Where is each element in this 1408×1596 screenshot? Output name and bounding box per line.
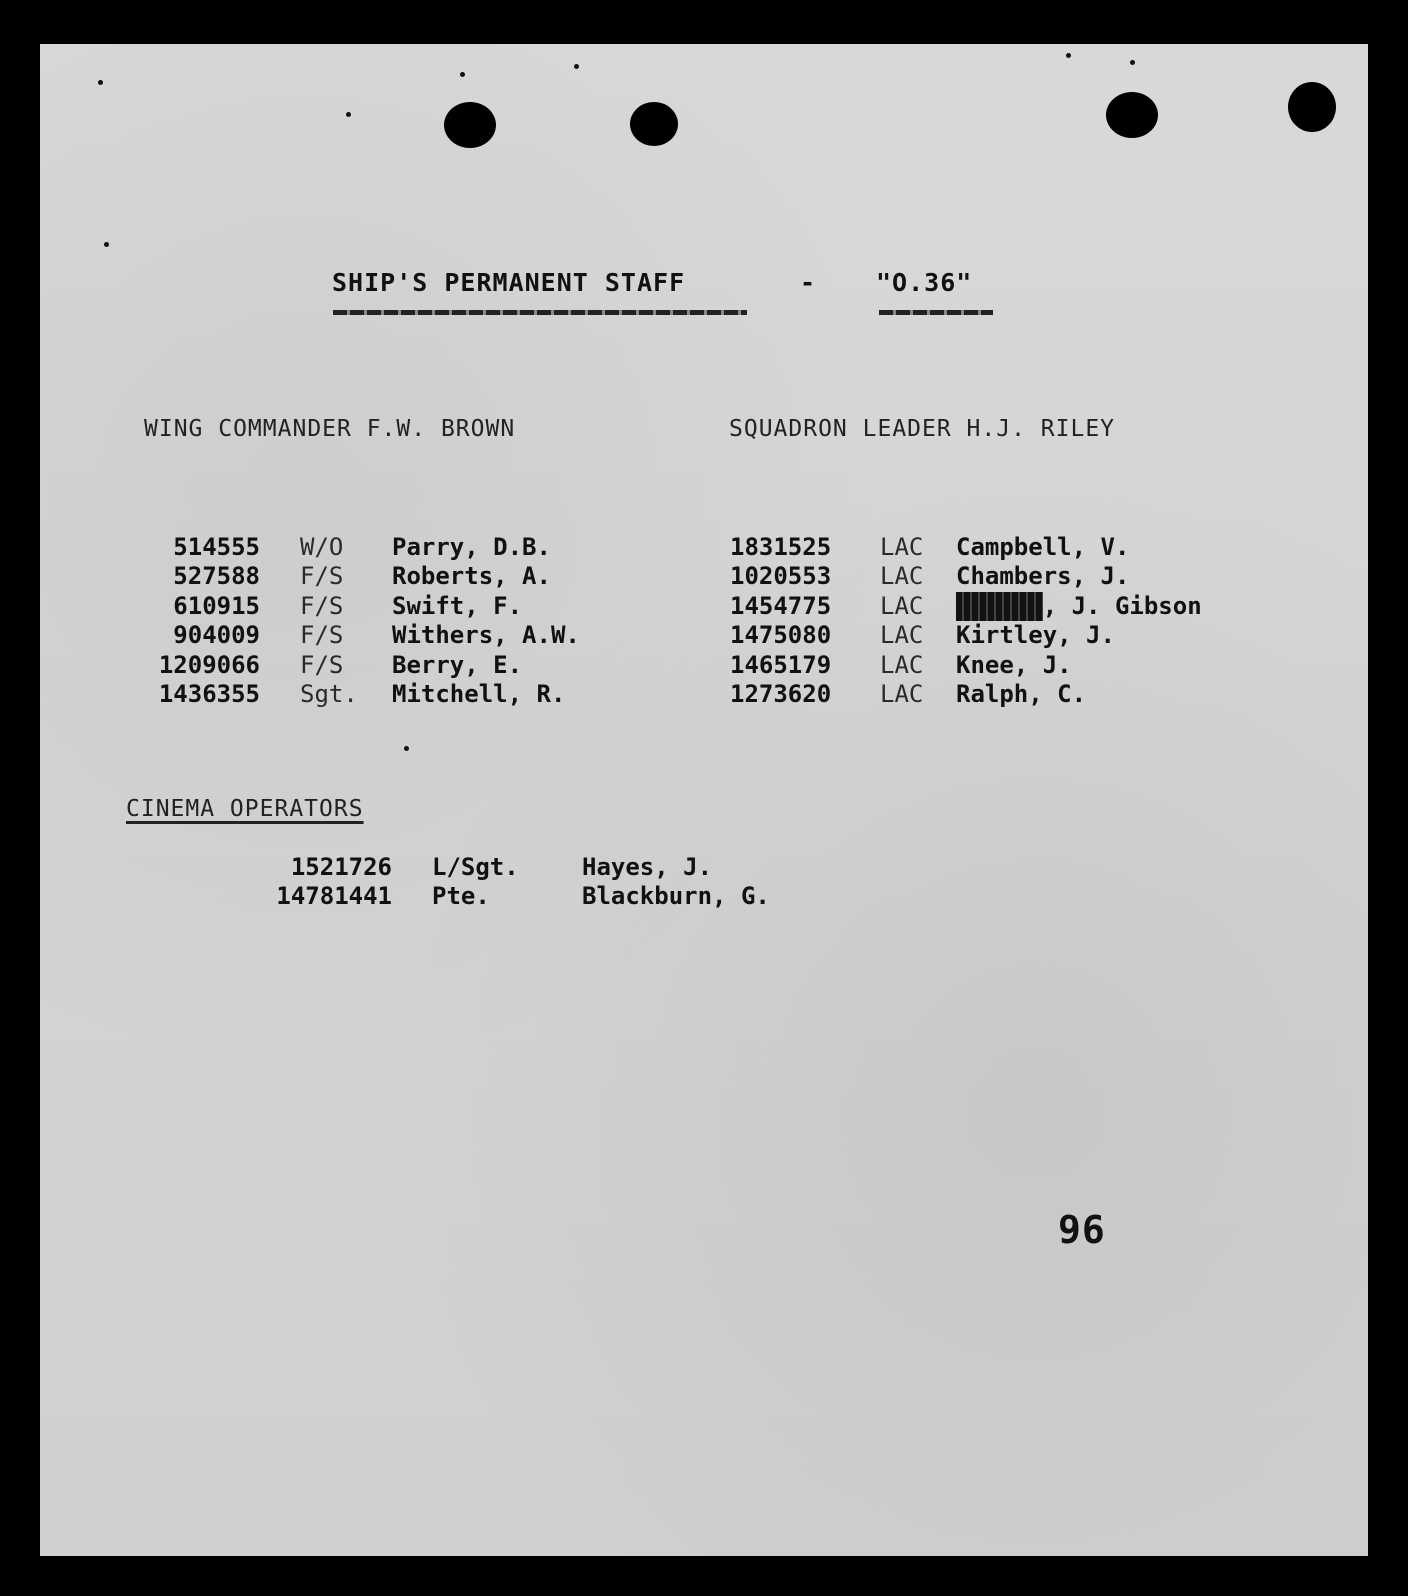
- roster-row: [118, 651, 580, 680]
- roster-row: [730, 562, 1202, 591]
- struck-out-name: [956, 592, 1043, 621]
- punch-hole: [630, 102, 678, 146]
- service-number: 1436355: [158, 679, 260, 708]
- service-number: 14781441: [276, 882, 392, 911]
- roster-row: [118, 680, 580, 709]
- rank: L/Sgt.: [432, 853, 519, 881]
- rank: Sgt.: [300, 679, 358, 708]
- rank: F/S: [300, 650, 344, 679]
- service-number: 1831525: [730, 533, 832, 561]
- service-number: 904009: [173, 621, 260, 650]
- service-number: 1273620: [730, 679, 832, 708]
- punch-hole: [444, 102, 496, 148]
- person-name: Parry, D.B.: [392, 533, 551, 561]
- rank: LAC: [880, 533, 924, 561]
- punch-hole: [1288, 82, 1336, 132]
- paper-speck: [104, 242, 109, 247]
- service-number: 1020553: [730, 562, 832, 591]
- rank: LAC: [880, 591, 924, 620]
- document-code: "O.36": [876, 268, 973, 297]
- paper-speck: [460, 72, 465, 77]
- paper-speck: [574, 64, 579, 69]
- paper-speck: [1130, 60, 1135, 65]
- roster-row: [118, 533, 580, 562]
- commander-right: SQUADRON LEADER H.J. RILEY: [729, 416, 1116, 442]
- page-title: SHIP'S PERMANENT STAFF: [332, 268, 686, 297]
- commander-left: WING COMMANDER F.W. BROWN: [144, 416, 516, 442]
- rank: W/O: [300, 533, 344, 561]
- rank: LAC: [880, 650, 924, 679]
- roster-row: [730, 651, 1202, 680]
- service-number: 1465179: [730, 650, 832, 679]
- service-number: 610915: [173, 591, 260, 620]
- person-name: , J. Gibson: [1042, 591, 1202, 620]
- rank: Pte.: [432, 882, 490, 911]
- rank: F/S: [300, 621, 344, 650]
- paper-speck: [346, 112, 351, 117]
- roster-row: [730, 621, 1202, 650]
- person-name: Campbell, V.: [956, 533, 1130, 561]
- paper-speck: [98, 80, 103, 85]
- paper-speck: [1066, 53, 1071, 58]
- service-number: 1475080: [730, 621, 832, 650]
- service-number: 1454775: [730, 591, 832, 620]
- roster-row: [730, 592, 1202, 621]
- service-number: 514555: [173, 533, 260, 561]
- rank: LAC: [880, 679, 924, 708]
- left-roster: [118, 533, 580, 709]
- roster-row: [230, 853, 770, 882]
- title-dash: -: [800, 268, 817, 297]
- page-number: 96: [1058, 1208, 1106, 1252]
- person-name: Mitchell, R.: [392, 679, 566, 708]
- roster-row: [730, 680, 1202, 709]
- rank: F/S: [300, 591, 344, 620]
- cinema-roster: [230, 853, 770, 912]
- paper-speck: [404, 746, 409, 751]
- person-name: Kirtley, J.: [956, 621, 1115, 650]
- person-name: Hayes, J.: [582, 853, 713, 881]
- person-name: Withers, A.W.: [392, 621, 580, 650]
- rank: LAC: [880, 621, 924, 650]
- person-name: Chambers, J.: [956, 562, 1130, 591]
- title-underline: [333, 310, 747, 315]
- service-number: 1209066: [158, 650, 260, 679]
- roster-row: [230, 882, 770, 911]
- right-roster: [730, 533, 1202, 709]
- code-underline: [879, 310, 993, 315]
- roster-row: [118, 562, 580, 591]
- service-number: 1521726: [290, 853, 392, 881]
- person-name: Berry, E.: [392, 650, 523, 679]
- rank: F/S: [300, 562, 344, 591]
- section-heading-cinema-operators: CINEMA OPERATORS: [126, 796, 364, 822]
- service-number: 527588: [173, 562, 260, 591]
- roster-row: [730, 533, 1202, 562]
- roster-row: [118, 592, 580, 621]
- punch-hole: [1106, 92, 1158, 138]
- rank: LAC: [880, 562, 924, 591]
- person-name: Ralph, C.: [956, 679, 1087, 708]
- person-name: Knee, J.: [956, 650, 1072, 679]
- person-name: Swift, F.: [392, 591, 523, 620]
- person-name: Roberts, A.: [392, 562, 551, 591]
- person-name: Blackburn, G.: [582, 882, 770, 911]
- roster-row: [118, 621, 580, 650]
